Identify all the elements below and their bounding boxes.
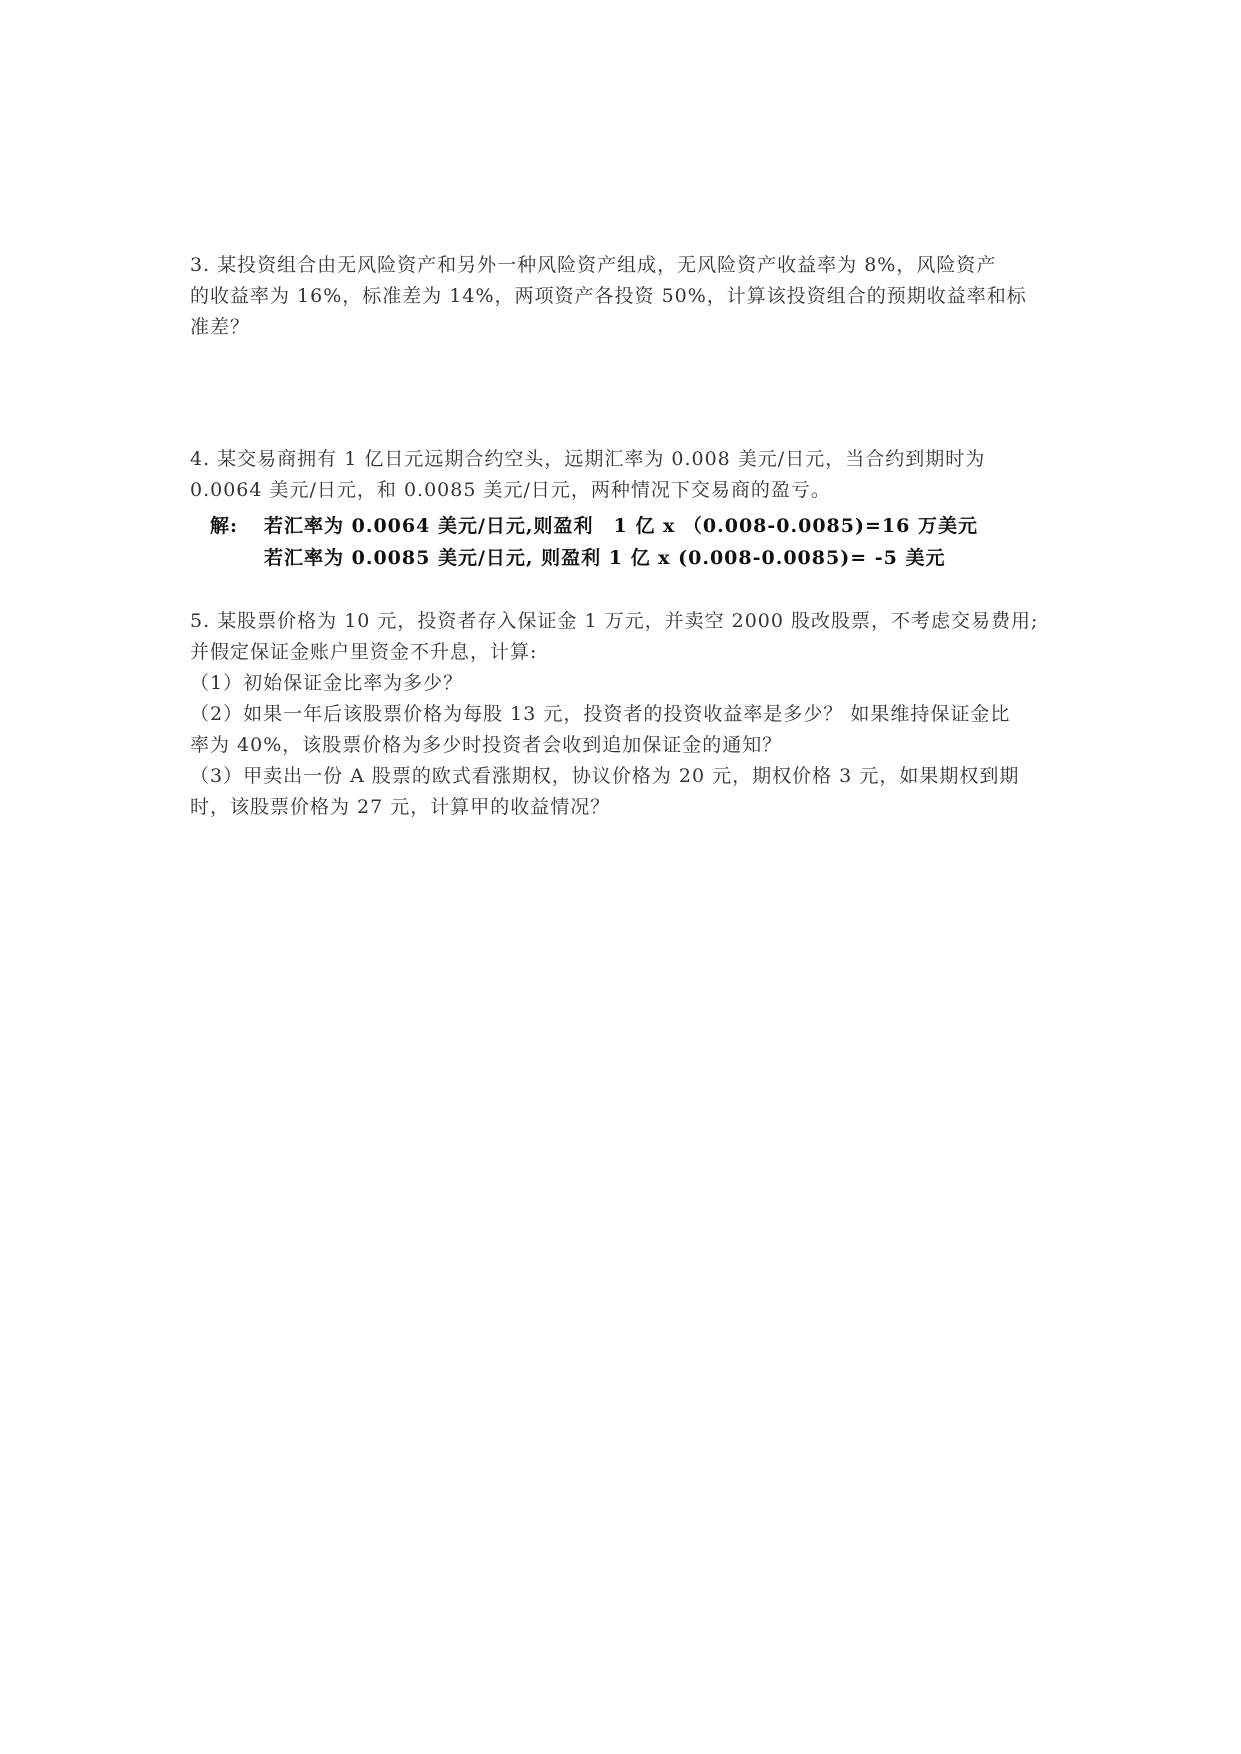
question-3-line: 3. 某投资组合由无风险资产和另外一种风险资产组成，无风险资产收益率为 8%，风险资产 (190, 254, 997, 276)
question-5-line: （1）初始保证金比率为多少？ (190, 672, 464, 694)
question-4-answer (190, 510, 1070, 574)
question-5-line: 5. 某股票价格为 10 元，投资者存入保证金 1 万元，并卖空 2000 股改股票，不考虑交易费用; (190, 610, 1039, 632)
answer-line: 若汇率为 0.0085 美元/日元, 则盈利 1 亿 x (0.008-0.0085)= -5 美元 (264, 547, 946, 569)
answer-line: 若汇率为 0.0064 美元/日元,则盈利 1 亿 x （0.008-0.0085)=16 万美元 (264, 515, 978, 537)
question-5-line: 并假定保证金账户里资金不升息，计算: (190, 641, 538, 663)
question-5 (190, 606, 1070, 823)
question-4 (190, 444, 1070, 574)
question-5-line: （2）如果一年后该股票价格为每股 13 元，投资者的投资收益率是多少？ 如果维持保证金比 (190, 703, 1011, 725)
question-5-line: （3）甲卖出一份 A 股票的欧式看涨期权，协议价格为 20 元，期权价格 3 元，如果期权到期 (190, 765, 1020, 787)
question-5-line: 时，该股票价格为 27 元，计算甲的收益情况？ (190, 796, 611, 818)
answer-label: 解: (210, 515, 239, 537)
answer-row (190, 510, 1070, 542)
question-4-line: 4. 某交易商拥有 1 亿日元远期合约空头，远期汇率为 0.008 美元/日元，当合约到期时为 (190, 448, 986, 470)
question-3-line: 的收益率为 16%，标准差为 14%，两项资产各投资 50%，计算该投资组合的预期收益率和标 (190, 285, 1027, 307)
question-3 (190, 250, 1070, 343)
answer-row (190, 542, 1070, 574)
question-4-line: 0.0064 美元/日元，和 0.0085 美元/日元，两种情况下交易商的盈亏。 (190, 479, 831, 501)
question-5-line: 率为 40%，该股票价格为多少时投资者会收到追加保证金的通知？ (190, 734, 783, 756)
question-3-line: 准差？ (190, 316, 251, 338)
